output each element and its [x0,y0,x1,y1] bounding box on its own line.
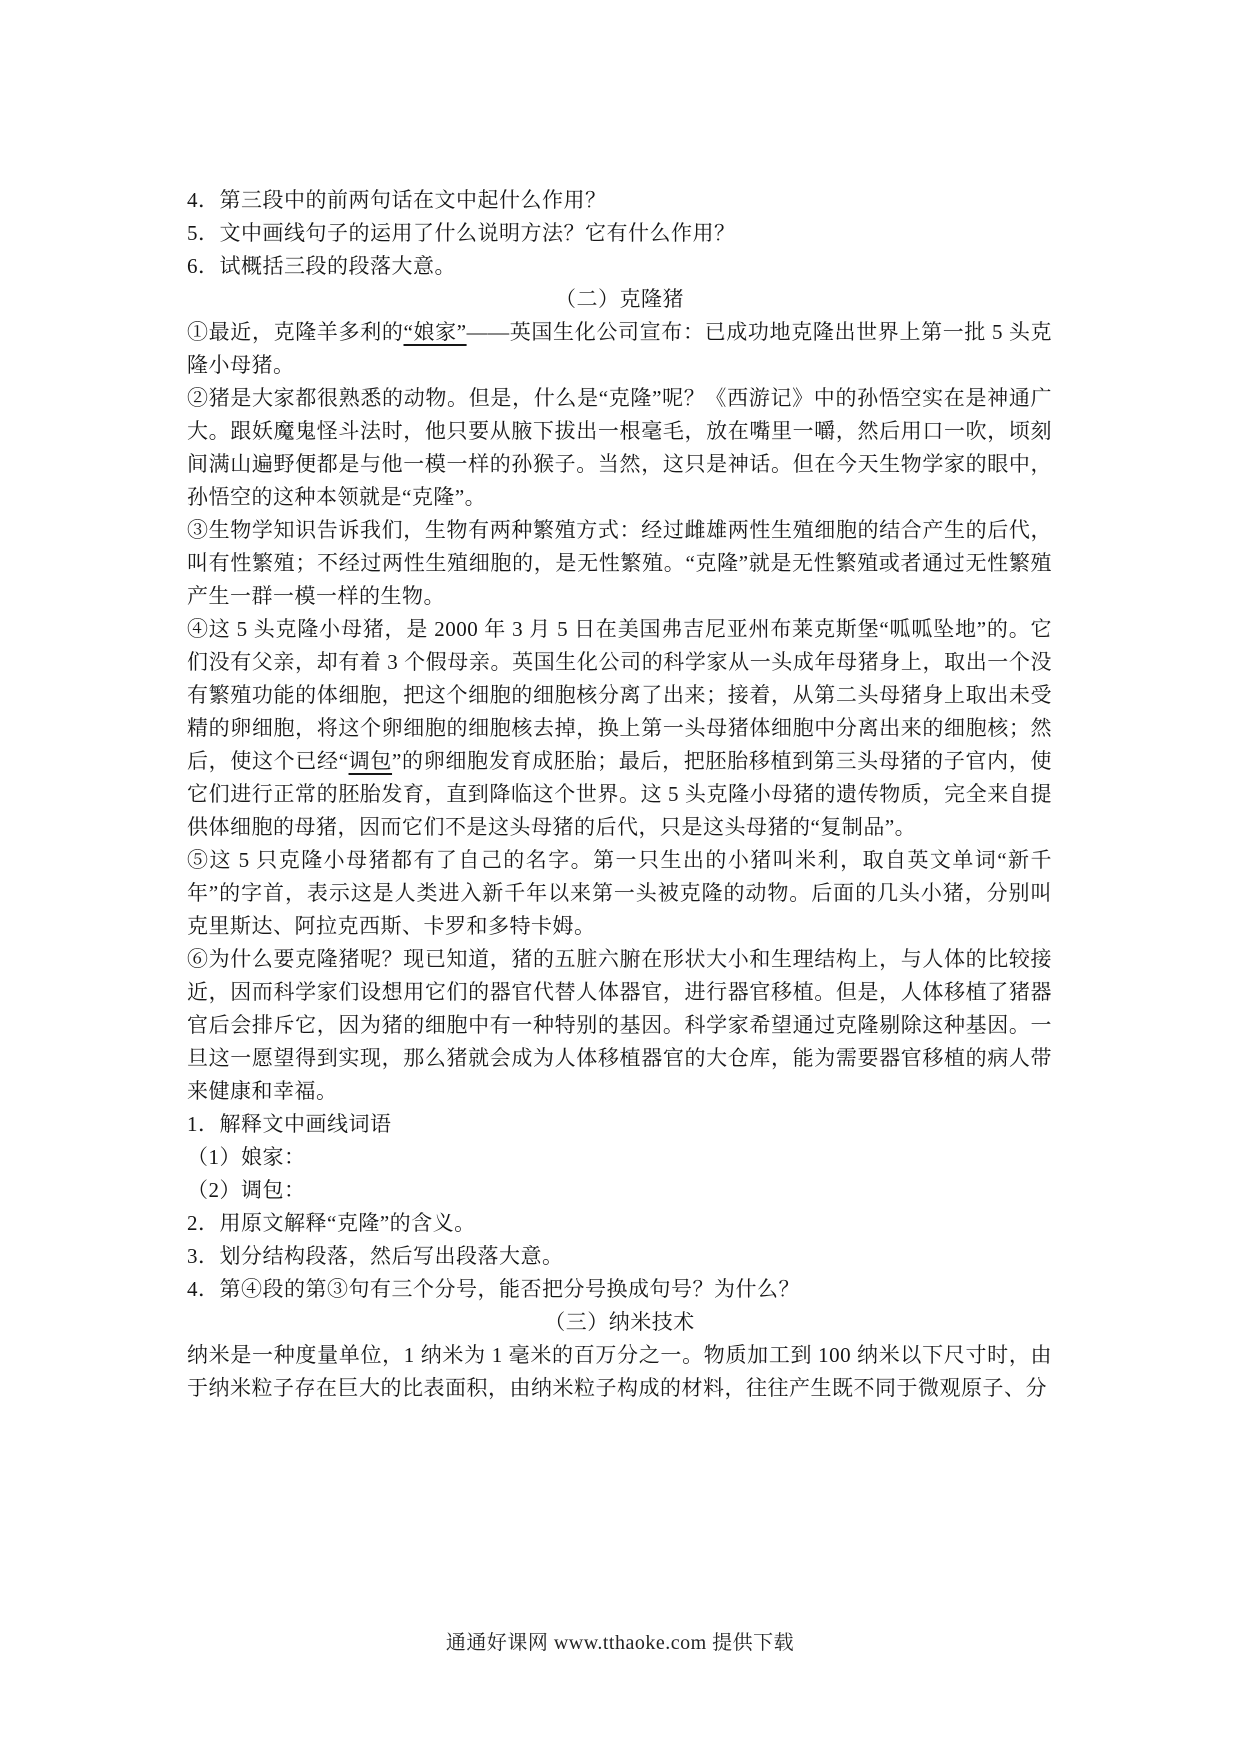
underlined-term-niangjia: “娘家” [403,320,467,344]
section-two-heading: （二）克隆猪 [555,287,684,311]
section-two-question-3: 3．划分结构段落，然后写出段落大意。 [187,1244,564,1268]
underlined-term-diaobao: 调包 [348,749,393,773]
section-two-question-4: 4．第④段的第③句有三个分号，能否把分号换成句号？为什么？ [187,1277,800,1301]
section-two-question-2: 2．用原文解释“克隆”的含义。 [187,1211,476,1235]
clone-pig-paragraph-2: ②猪是大家都很熟悉的动物。但是，什么是“克隆”呢？《西游记》中的孙悟空实在是神通广大。跟妖魔鬼怪斗法时，他只要从腋下拔出一根毫毛，放在嘴里一嚼，然后用口一吹，顷刻间满山遍野便都是与他一模一样的孙猴子。当然，这只是神话。但在今天生物学家的眼中，孙悟空的这种本领就是“克隆”。 [187,386,1052,509]
question-6-previous-section: 6．试概括三段的段落大意。 [187,254,456,278]
section-two-question-1: 1．解释文中画线词语 [187,1112,392,1136]
nanotech-paragraph-1: 纳米是一种度量单位，1 纳米为 1 毫米的百万分之一。物质加工到 100 纳米以下尺寸时，由于纳米粒子存在巨大的比表面积，由纳米粒子构成的材料，往往产生既不同于微观原子、分 [187,1343,1052,1400]
paragraph-1-text-before: ①最近，克隆羊多利的 [187,320,404,344]
clone-pig-paragraph-1 [187,316,1052,382]
section-three-heading: （三）纳米技术 [544,1310,695,1334]
page-footer-text: 通通好课网 www.tthaoke.com 提供下载 [445,1632,795,1654]
clone-pig-paragraph-3: ③生物学知识告诉我们，生物有两种繁殖方式：经过雌雄两性生殖细胞的结合产生的后代，叫有性繁殖；不经过两性生殖细胞的，是无性繁殖。“克隆”就是无性繁殖或者通过无性繁殖产生一群一模一样的生物。 [187,518,1052,608]
paragraph-1-text-after: ——英国生化公司宣布：已成功地克隆出世界上第一批 5 头克隆小母猪。 [187,320,1052,377]
question-5-previous-section: 5．文中画线句子的运用了什么说明方法？它有什么作用？ [187,221,736,245]
clone-pig-paragraph-6: ⑥为什么要克隆猪呢？现已知道，猪的五脏六腑在形状大小和生理结构上，与人体的比较接近，因而科学家们设想用它们的器官代替人体器官，进行器官移植。但是，人体移植了猪器官后会排斥它，因为猪的细胞中有一种特别的基因。科学家希望通过克隆剔除这种基因。一旦这一愿望得到实现，那么猪就会成为人体移植器官的大仓库，能为需要器官移植的病人带来健康和幸福。 [187,947,1052,1103]
paragraph-4-text-after: ”的卵细胞发育成胚胎；最后，把胚胎移植到第三头母猪的子官内，使它们进行正常的胚胎发育，直到降临这个世界。这 5 头克隆小母猪的遗传物质，完全来自提供体细胞的母猪，因而它们不是这头母猪的后代，只是这头母猪的“复制品”。 [187,749,1052,839]
clone-pig-paragraph-5: ⑤这 5 只克隆小母猪都有了自己的名字。第一只生出的小猪叫米利，取自英文单词“新千年”的字首，表示这是人类进入新千年以来第一头被克隆的动物。后面的几头小猪，分别叫克里斯达、阿拉克西斯、卡罗和多特卡姆。 [187,848,1052,938]
paragraph-4-text-before: ④这 5 头克隆小母猪，是 2000 年 3 月 5 日在美国弗吉尼亚州布莱克斯堡“呱呱坠地”的。它们没有父亲，却有着 3 个假母亲。英国生化公司的科学家从一头成年母猪身上，取出一个没有繁殖功能的体细胞，把这个细胞的细胞核分离了出来；接着，从第二头母猪身上取出未受精的卵细胞，将这个卵细胞的细胞核去掉，换上第一头母猪体细胞中分离出来的细胞核；然后，使这个已经“ [187,617,1052,773]
section-two-subquestion-1: （1）娘家： [187,1145,306,1169]
section-two-subquestion-2: （2）调包： [187,1178,306,1202]
question-4-previous-section: 4．第三段中的前两句话在文中起什么作用？ [187,188,607,212]
clone-pig-paragraph-4 [187,613,1052,844]
document-content [187,184,1052,1405]
